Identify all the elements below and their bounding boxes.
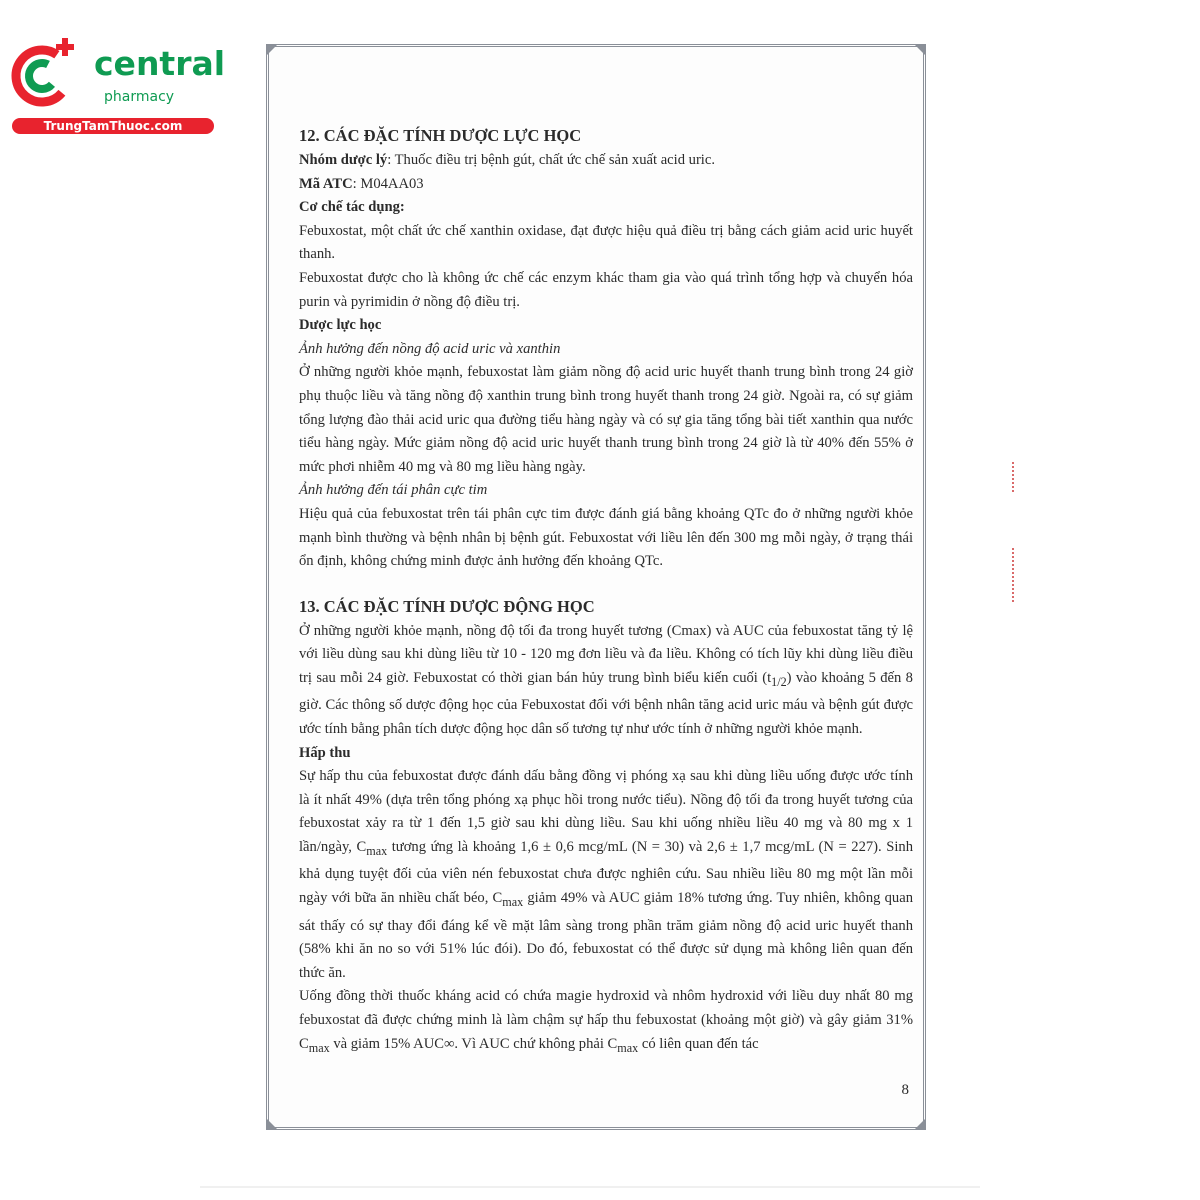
abs-text-c: giảm 49% và AUC giảm 18% tương ứng. Tuy nhiên, không quan sát thấy có sự thay đổi đáng kể về mặt lâm sàng trong phần trăm giảm nồng độ acid uric huyết thanh (58% khi ăn no so với 51% lúc đói). Do đó, febuxostat có thể được sử dụng mà không liên quan đến thức ăn. [299,890,913,981]
cmax-subscript: max [366,843,388,858]
section-12-heading: 12. CÁC ĐẶC TÍNH DƯỢC LỰC HỌC [299,126,582,145]
pharm-group-label: Nhóm dược lý [299,152,388,168]
uric-acid-subheading: Ảnh hưởng đến nồng độ acid uric và xanthin [299,340,561,357]
scan-edge-mark [1012,548,1022,602]
half-life-subscript: 1/2 [771,674,787,689]
abs2-text-b: và giảm 15% AUC∞. Vì AUC chứ không phải C [329,1035,618,1052]
brand-subtitle: pharmacy [104,89,175,105]
scan-edge-mark [1012,462,1022,492]
atc-line [299,173,913,197]
mechanism-heading: Cơ chế tác dụng: [299,199,405,216]
cmax-subscript: max [502,894,524,909]
document-body [299,123,913,1060]
absorption-paragraph-1 [299,765,913,985]
mechanism-paragraph-1: Febuxostat, một chất ức chế xanthin oxidase, đạt được hiệu quả điều trị bằng cách giảm acid uric huyết thanh. [299,222,913,263]
cmax-subscript: max [308,1040,330,1055]
frame-corner [267,45,277,55]
brand-logo [8,36,226,136]
frame-corner [267,1119,277,1129]
pharm-group-line [299,149,913,173]
atc-value: : M04AA03 [352,175,424,192]
page-number: 8 [901,1082,909,1098]
absorption-heading: Hấp thu [299,744,351,761]
cardiac-paragraph: Hiệu quả của febuxostat trên tái phân cực tim được đánh giá bằng khoảng QTc đo ở những người khỏe mạnh bình thường và bệnh nhân bị bệnh gút. Febuxostat với liều lên đến 300 mg mỗi ngày, ở trạng thái ổn định, không chứng minh được ảnh hưởng đến khoảng QTc. [299,505,913,570]
cmax-subscript: max [617,1040,639,1055]
central-pharmacy-logo-icon [8,36,86,114]
pk-text-a: Ở những người khỏe mạnh, nồng độ tối đa trong huyết tương (Cmax) và AUC của febuxostat tăng tỷ lệ với liều dùng sau khi dùng liều từ 10 - 120 mg đơn liều và đa liều. Không có tích lũy khi dùng liều điều trị sau mỗi 24 giờ. Febuxostat có thời gian bán hủy trung bình biểu kiến cuối (t [299,622,913,686]
atc-label: Mã ATC [299,175,353,192]
abs-text-b: tương ứng là khoảng 1,6 ± 0,6 mcg/mL (N = 30) và 2,6 ± 1,7 mcg/mL (N = 227). Sinh khả dụng tuyệt đối của viên nén febuxostat chưa được nghiên cứu. Sau nhiều liều 80 mg một lần mỗi ngày với bữa ăn nhiều chất béo, C [299,838,913,907]
scan-shadow [200,1186,980,1188]
pk-text-b: ) vào khoảng 5 đến 8 giờ. Các thông số dược động học của Febuxostat đối với bệnh nhân tăng acid uric máu và bệnh gút được ước tính bằng phân tích dược động học dân số tương tự như ước tính ở những người khỏe mạnh. [299,669,913,737]
abs2-text-a: Uống đồng thời thuốc kháng acid có chứa magie hydroxid và nhôm hydroxid với liều duy nhất 80 mg febuxostat đã được chứng minh là làm chậm sự hấp thu febuxostat (khoảng một giờ) và gây giảm 31% C [299,988,913,1052]
pharmacodynamics-heading: Dược lực học [299,317,382,334]
section-13-heading: 13. CÁC ĐẶC TÍNH DƯỢC ĐỘNG HỌC [299,596,595,616]
frame-corner [915,45,925,55]
cardiac-subheading: Ảnh hưởng đến tái phân cực tim [299,482,488,499]
pk-paragraph [299,620,913,742]
abs2-text-c: có liên quan đến tác [638,1035,759,1052]
pharm-group-value: : Thuốc điều trị bệnh gút, chất ức chế sản xuất acid uric. [387,152,715,168]
absorption-paragraph-2 [299,985,913,1060]
mechanism-paragraph-2: Febuxostat được cho là không ức chế các enzym khác tham gia vào quá trình tổng hợp và chuyển hóa purin và pyrimidin ở nồng độ điều trị. [299,269,913,310]
brand-website: TrungTamThuoc.com [12,118,214,134]
uric-acid-paragraph: Ở những người khỏe mạnh, febuxostat làm giảm nồng độ acid uric huyết thanh trung bình trong 24 giờ phụ thuộc liều và tăng nồng độ xanthin trung bình trong huyết thanh trong 24 giờ. Ngoài ra, có sự giảm tổng lượng đào thải acid uric qua đường tiểu hàng ngày và có sự gia tăng tổng bài tiết xanthin qua nước tiểu hàng ngày. Mức giảm nồng độ acid uric huyết thanh trung bình trong 24 giờ là từ 40% đến 55% ở mức phơi nhiễm 40 mg và 80 mg liều hàng ngày. [299,364,913,475]
frame-corner [915,1119,925,1129]
document-page [266,44,926,1130]
brand-name: central [94,44,226,83]
abs-text-a: Sự hấp thu của febuxostat được đánh dấu bằng đồng vị phóng xạ sau khi dùng liều uống được ước tính là ít nhất 49% (dựa trên tổng phóng xạ phục hồi trong nước tiểu). Nồng độ tối đa trong huyết tương của febuxostat xảy ra từ 1 đến 1,5 giờ sau khi dùng liều. Sau khi uống nhiều liều 40 mg và 80 mg x 1 lần/ngày, C [299,768,913,855]
